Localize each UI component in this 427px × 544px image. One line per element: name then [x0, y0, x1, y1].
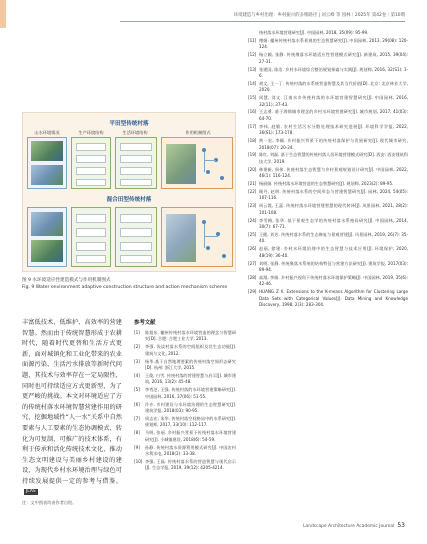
reference-number: [15]: [248, 95, 257, 101]
reference-entry: [134, 359, 236, 372]
page-footer: [303, 522, 405, 529]
figure-flow-line: [204, 152, 205, 172]
reference-entry: [248, 124, 408, 137]
reference-text: 胡文, 王一丁. 传统村落的水系统营造智慧及其当代价值[D]. 北京: 北京林业大学, 2020.: [259, 80, 408, 93]
reference-entry: [248, 138, 408, 151]
reference-entry: [248, 67, 408, 80]
figure-bottom-landscape-box: [27, 207, 67, 267]
figure-bottom-production-item: [76, 228, 106, 237]
figure-top-production-item: [76, 143, 106, 151]
figure-caption-cn: 图 9 水环境适应性建造模式与作用机制图式: [22, 278, 111, 283]
reference-number: [10]: [134, 458, 143, 464]
figure-top-mechanism-box: [161, 137, 233, 189]
reference-entry: [134, 344, 236, 357]
reference-number: [24]: [248, 217, 257, 223]
reference-entry: [248, 261, 408, 274]
figure-bottom-living-item: [120, 242, 152, 251]
reference-entry: [248, 81, 408, 94]
figure-top-living-item: [120, 167, 152, 175]
reference-number: [26]: [248, 246, 257, 252]
figure-caption-en: Fig. 9 Water environment adaptive construction structure and action mechanism scheme: [22, 285, 228, 290]
reference-entry: [248, 167, 408, 180]
figure-top-production-item: [76, 179, 106, 186]
page-number: 53: [397, 522, 405, 529]
reference-text: 王志勇. 基于海绵城市理念的乡村水环境营建研究[J]. 城市规划, 2017, 41(03): 64-70.: [259, 109, 408, 121]
figure-top-production-item: [76, 155, 106, 163]
reference-text: 顾丹, 赵明. 传统村落水系的空间形态与营建智慧研究[J]. 园林, 2024, 54(05): 107-116.: [259, 188, 408, 201]
reference-number: [16]: [248, 109, 257, 115]
figure-col-head-1: 山水环境情况: [34, 130, 60, 135]
reference-text: 马明, 张丽. 乡村振兴背景下传统村落水环境营建研究[J]. 小城镇建设, 2018(6): 54-59.: [145, 430, 236, 442]
reference-number: [20]: [248, 166, 257, 172]
figure-flow-line: [204, 236, 218, 237]
reference-text: 周慧, 刘文. 江南水乡传统村落的水环境营建智慧研究[J]. 中国园林, 2016, 32(11): 37-43.: [259, 95, 408, 107]
reference-text: 王健, 刘芳. 传统村落水系的生态修复与景观营建[J]. 风景园林, 2019, 26(7): 35-40.: [259, 231, 408, 244]
reference-text: 王俊, 白雪. 传统村落的营建智慧与启示[J]. 城市建筑, 2016, 13(2): 45-48.: [145, 372, 236, 385]
reference-text: 许亦. 乡村建设与水环境治理的生态智慧研究[J]. 建筑学报, 2018(03): 90-95.: [145, 401, 236, 413]
figure-bottom-living-item: [120, 255, 152, 263]
reference-entry: [248, 246, 408, 259]
figure-top-living-item: [120, 179, 152, 186]
reference-number: [29]: [248, 289, 257, 295]
reference-number: [18]: [248, 138, 257, 144]
reference-text: 刘明, 张静. 传统聚落水系统的结构特征与营建方法研究[J]. 建筑学报, 2017(03): 89-94.: [259, 260, 408, 272]
reference-number: [248, 30, 259, 36]
reference-entry: [248, 152, 408, 165]
footer-journal: Landscape Architecture Academic Journal: [303, 524, 395, 529]
figure-top-landscape-photo: [31, 141, 63, 161]
figure-col-head-3: 生活环境结构: [122, 130, 148, 135]
reference-entry: [134, 402, 236, 415]
reference-text: 陈红, 刘磊. 基于生态智慧的传统村落人居环境营建模式研究[D]. 西安: 西安建筑科技大学, 2019.: [259, 152, 408, 164]
reference-entry: [248, 232, 408, 245]
reference-text: 李强, 王磊. 传统村落水系的营造智慧与现代启示[J]. 生态学报, 2019, 39(12): 4205-4214.: [145, 458, 236, 471]
figure-node-icon: [206, 170, 210, 174]
reference-text: HUANG Z X. Extensions to the K-means Algorithm for Clustering Large Data Sets with Categorical Values[J]. Data Mining and Knowledge Discovery, 1998, 2(3): 283-304.: [259, 289, 408, 307]
body-paragraph-text: 丰富低技术、低维护、高效率的营建智慧。然而由于传统智慧形成于农耕时代，随着时代更替和生活方式更新，面对城镇化和工业化带来的农业面源污染、生活污水排放等新时代问题，其技术与效率存在一定局限性，同时也可持续适应方式更新型，为了更严峻的挑战。本文对环境适应了方的传统村落水环境智慧营建作用的研究，挖掘地域性“人一水”关系中自然要素与人工要素的生态协调模式、转化为可复制、可推广的技术体系，有利于传承和活化传统技术文化，推动生态文明建设与美丽乡村建设的建设，为现代乡村水环境治理与绿色可持续发展提供一定的参考与借鉴。: [22, 319, 122, 485]
figure-bottom-production-box: [71, 207, 111, 267]
reference-entry: [248, 218, 408, 231]
reference-number: [19]: [248, 152, 257, 158]
reference-text: 统村落水环境营建研究[J]. 中国园林, 2018, 35(09): 95-99.: [259, 30, 369, 35]
references-right-column: [248, 30, 408, 310]
reference-number: [1]: [134, 330, 140, 335]
reference-number: [17]: [248, 123, 257, 129]
reference-entry: [248, 275, 408, 288]
reference-number: [22]: [248, 188, 257, 194]
reference-entry: [134, 330, 236, 343]
reference-entry: [134, 459, 236, 472]
reference-number: [23]: [248, 203, 257, 209]
figure-top-landscape-box: [27, 137, 67, 189]
reference-text: 李伟, 赵敏. 农村生活污水分散处理技术研究进展[J]. 环境科学学报, 2022, 36(S1): 173-178.: [259, 123, 408, 136]
figure-col-head-2: 生产环境结构: [78, 130, 104, 135]
body-text-column: [22, 318, 122, 498]
header-running-title: 环境建造与乡村治理：乡村振兴的多维路径 | 刘云峰 等 园林｜2025年 第42卷｜第10期: [233, 13, 405, 18]
reference-entry: [134, 387, 236, 400]
reference-entry: [134, 416, 236, 429]
reference-entry: [248, 95, 408, 108]
references-mid-column: [134, 318, 236, 473]
end-mark: JLAS: [26, 488, 36, 494]
figure-bottom-landscape-photo: [31, 212, 63, 236]
figure-node-icon: [206, 246, 210, 250]
figure-top-mechanism-map: [166, 144, 196, 184]
figure-node-icon: [220, 176, 224, 180]
reference-entry: [248, 38, 408, 51]
figure-bottom-production-item: [76, 255, 106, 263]
reference-number: [14]: [248, 80, 257, 86]
reference-number: [28]: [248, 274, 257, 280]
footnote: 注：文中图表均由作者自绘。: [22, 500, 77, 505]
figure-bottom-production-item: [76, 242, 106, 251]
figure-panel-title-bottom: 混合田型传统村落: [106, 197, 152, 203]
reference-text: 赵丽, 徐建. 乡村水环境治理中的生态智慧与技术应用[J]. 环境保护, 2020, 48(19): 36-40.: [259, 246, 408, 258]
reference-text: 李强. 浅谈村落水系的空间组织及其生态功能[J]. 建筑与文化, 2012.: [145, 344, 236, 356]
reference-number: [8]: [134, 430, 140, 436]
reference-text: 杨丽娟. 传统村落水环境营造的生态智慧研究[J]. 规划师, 2023(2): 89-95.: [259, 181, 394, 187]
reference-entry: [248, 109, 408, 122]
figure-top-living-box: [115, 137, 157, 189]
figure-9: [22, 112, 236, 272]
reference-number: [12]: [248, 52, 257, 58]
page-header: [0, 0, 427, 28]
reference-text: 傅娟. 徽州传统村落水系景观的生态智慧研究[J]. 中国园林, 2013, 29(08): 120-124.: [259, 37, 408, 50]
figure-bottom-mechanism-box: [161, 207, 233, 267]
figure-bottom-living-item: [120, 214, 152, 223]
reference-entry: [248, 181, 408, 187]
figure-bottom-production-item: [76, 214, 106, 223]
reference-text: 孙静. 传统村落水资源利用模式研究[J]. 中国农村水利水电, 2018(2): 33-38.: [145, 444, 236, 456]
reference-number: [13]: [248, 66, 257, 72]
figure-flow-line: [204, 160, 216, 161]
figure-top-landscape-photo-2: [31, 165, 63, 185]
references-right-list: [248, 30, 408, 308]
body-paragraph: [22, 318, 122, 498]
figure-node-icon: [222, 254, 226, 258]
reference-number: [6]: [134, 401, 140, 407]
reference-number: [3]: [134, 358, 140, 364]
figure-bottom-landscape-photo-2: [31, 240, 63, 262]
figure-bottom-mechanism-map: [166, 214, 196, 262]
reference-text: 林建新, 周伟. 传统村落生态智慧与乡村景观规划设计研究[J]. 中国园林, 2022, 46(1): 116-124.: [259, 166, 408, 179]
figure-col-head-4: 作用机制图式: [185, 130, 211, 135]
reference-entry: [248, 30, 408, 36]
reference-number: [7]: [134, 415, 140, 421]
reference-text: 张建国, 陈浩. 乡村水环境综合整治规划探索与实践[J]. 规划师, 2016, 32(S1): 1-6.: [259, 66, 408, 78]
reference-text: 陈旭东. 徽州传统村落水环境营造的理念与智慧研究[D]. 合肥: 合肥工业大学, 2013.: [145, 330, 236, 342]
reference-text: 杨华.基于自然地理要素的传统村落空间形态研究[D]. 杭州: 浙江大学, 2015.: [145, 358, 236, 371]
header-color-tab: [0, 0, 6, 28]
reference-number: [4]: [134, 372, 140, 378]
reference-text: 杨立颖, 张静. 传统聚落水环境适应性营建模式研究[J]. 新建筑, 2015, 39(04): 27-31.: [259, 52, 408, 64]
reference-number: [5]: [134, 387, 140, 393]
figure-top-production-item: [76, 167, 106, 175]
reference-text: 周云霞, 王蕊. 传统村落水环境营建智慧的现代转译[J]. 风景园林, 2021, 28(2): 101-108.: [259, 203, 408, 215]
reference-text: 李秀芝, 王强. 传统村落的水环境营建策略研究[J]. 中国园林, 2016, 37(06): 51-55.: [145, 387, 236, 399]
header-rule: [120, 21, 405, 22]
reference-entry: [248, 189, 408, 202]
references-mid-list: [134, 330, 236, 472]
figure-bottom-living-item: [120, 228, 152, 237]
reference-number: [27]: [248, 260, 257, 266]
reference-text: 高翔, 李娟. 乡村振兴视角下传统村落水环境保护策略[J]. 中国园林, 2019, 35(6): 42-46.: [259, 274, 408, 287]
figure-top-living-item: [120, 143, 152, 151]
reference-entry: [248, 52, 408, 65]
reference-text: 周志宏, 朱华. 传统村落空间格局中的水系研究[J]. 规划师, 2017, 33(10): 112-117.: [145, 415, 236, 428]
reference-number: [2]: [134, 344, 140, 350]
reference-text: 李雪梅, 张华. 基于景观生态学的传统村落水系格局研究[J]. 中国园林, 2014, 30(7): 67-71.: [259, 217, 408, 229]
reference-entry: [248, 289, 408, 308]
figure-bottom-living-box: [115, 207, 157, 267]
figure-top-living-item: [120, 155, 152, 163]
reference-number: [9]: [134, 444, 140, 450]
reference-entry: [134, 430, 236, 443]
reference-text: 黄一宏, 李颖. 乡村振兴背景下的传统村落保护与发展研究[J]. 现代城市研究, 2018(07): 20-24.: [259, 138, 408, 150]
reference-number: [11]: [248, 37, 257, 43]
reference-entry: [134, 373, 236, 386]
figure-panel-title-top: 平田型传统村落: [109, 121, 149, 127]
reference-number: [25]: [248, 231, 257, 237]
reference-entry: [248, 203, 408, 216]
references-heading: 参考文献: [134, 320, 156, 326]
reference-number: [21]: [248, 181, 257, 187]
reference-entry: [134, 445, 236, 458]
figure-top-production-box: [71, 137, 111, 189]
